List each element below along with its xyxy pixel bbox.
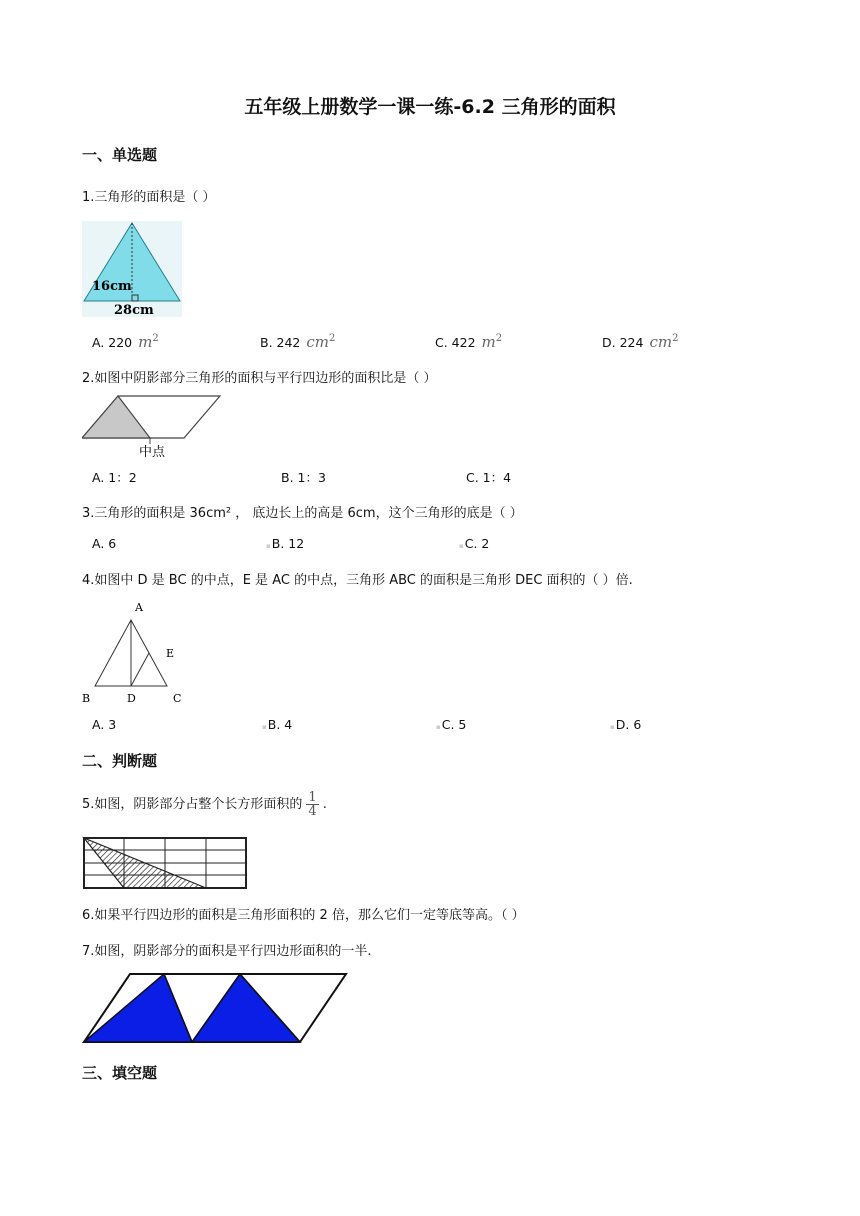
question-2-text: 2.如图中阴影部分三角形的面积与平行四边形的面积比是（ ） xyxy=(82,371,437,386)
question-6-text: 6.如果平行四边形的面积是三角形面积的 2 倍，那么它们一定等底等高。（ ） xyxy=(82,908,525,923)
q4-label-c: C xyxy=(173,692,182,705)
q4-option-a[interactable]: A. 3 xyxy=(92,717,117,732)
q7-shaded-triangle-2 xyxy=(192,974,300,1042)
q7-shaded-triangle-1 xyxy=(84,974,192,1042)
q2-option-a[interactable]: A. 1：2 xyxy=(92,470,137,485)
q2-option-b[interactable]: B. 1：3 xyxy=(281,470,326,485)
q4-label-e: E xyxy=(166,647,175,660)
q4-option-c[interactable]: ▪C. 5 xyxy=(436,717,467,732)
q1-option-b[interactable]: B. 242 $cm^2$ xyxy=(260,333,336,351)
q4-label-a: A xyxy=(135,601,143,614)
q1-triangle-figure xyxy=(82,221,182,317)
q1-height-label: 16cm xyxy=(92,279,132,294)
q4-line-de xyxy=(131,653,149,686)
question-1-text: 1.三角形的面积是（ ） xyxy=(82,190,216,205)
question-7-text: 7.如图，阴影部分的面积是平行四边形面积的一半. xyxy=(82,944,372,959)
q4-option-b[interactable]: ▪B. 4 xyxy=(262,717,293,732)
q1-option-a[interactable]: A. 220 $m^2$ xyxy=(92,333,159,351)
section-heading-single-choice: 一、单选题 xyxy=(82,146,158,164)
page-title: 五年级上册数学一课一练-6.2 三角形的面积 xyxy=(244,96,616,118)
q3-option-b[interactable]: ▪B. 12 xyxy=(266,536,305,551)
q2-option-c[interactable]: C. 1：4 xyxy=(466,470,512,485)
q2-parallelogram-figure xyxy=(82,394,222,460)
q1-base-label: 28cm xyxy=(114,303,154,317)
question-3-text: 3.三角形的面积是 36cm² ， 底边长上的高是 6cm，这个三角形的底是（ ） xyxy=(82,506,523,521)
q4-label-b: B xyxy=(82,692,91,705)
q3-option-a[interactable]: A. 6 xyxy=(92,536,117,551)
q4-label-d: D xyxy=(127,692,136,705)
question-4-text: 4.如图中 D 是 BC 的中点，E 是 AC 的中点，三角形 ABC 的面积是三角形 DEC 面积的（ ）倍. xyxy=(82,573,633,588)
q5-grid-figure xyxy=(82,836,250,892)
q7-parallelogram-figure xyxy=(82,972,348,1044)
q2-midpoint-label: 中点 xyxy=(139,445,166,460)
q3-option-c[interactable]: ▪C. 2 xyxy=(459,536,490,551)
q1-option-d[interactable]: D. 224 $cm^2$ xyxy=(602,333,679,351)
section-heading-fill-blank: 三、填空题 xyxy=(82,1064,158,1082)
section-heading-true-false: 二、判断题 xyxy=(82,752,158,770)
q5-fraction: $\frac{1}{4}$ xyxy=(308,790,317,819)
q2-shaded-triangle xyxy=(82,396,150,438)
q1-option-c[interactable]: C. 422 $m^2$ xyxy=(435,333,503,351)
question-5-text: 5.如图，阴影部分占整个长方形面积的 $\frac{1}{4}$ . xyxy=(82,790,327,819)
q4-option-d[interactable]: ▪D. 6 xyxy=(610,717,642,732)
q4-triangle-figure xyxy=(80,598,190,708)
